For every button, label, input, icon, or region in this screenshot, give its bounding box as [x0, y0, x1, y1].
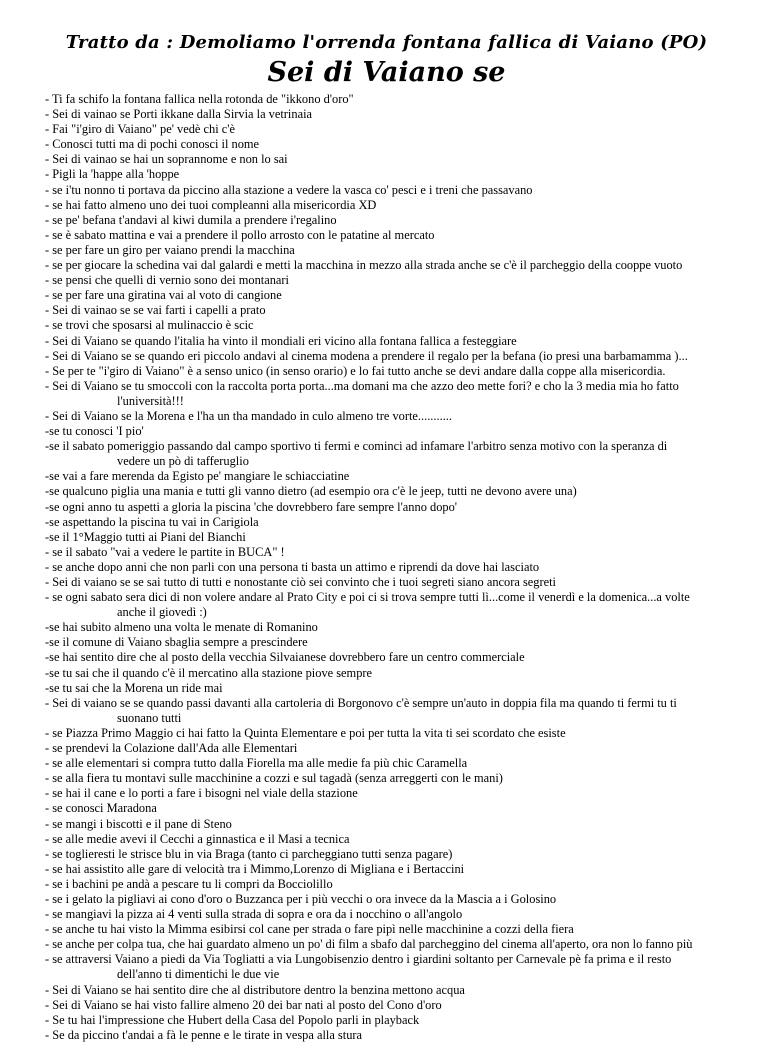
text-line: -se tu sai che il quando c'è il mercatino alla stazione piove sempre [45, 665, 373, 680]
text-line: - se conosci Maradona [45, 801, 157, 816]
text-line: -se hai subito almeno una volta le menate di Romanino [45, 620, 318, 635]
text-line: -se tu conosci 'I pio' [45, 424, 144, 439]
text-line: - se ogni sabato sera dici di non volere andare al Prato City e poi ci si trova sempre tutti lì...come il venerdì e la domenica...a volte [45, 590, 690, 605]
text-line: - Sei di vainao se hai un soprannome e non lo sai [45, 152, 288, 167]
text-line: -se qualcuno piglia una mania e tutti gli vanno dietro (ad esempio ora c'è le jeep, tutti ne devono avere una) [45, 484, 577, 499]
text-line: - Ti fa schifo la fontana fallica nella rotonda de "ikkono d'oro" [45, 92, 354, 106]
text-line: - se hai fatto almeno uno dei tuoi compleanni alla misericordia XD [45, 197, 377, 212]
text-line: - Sei di vaiano se se sai tutto di tutti e nonostante ciò sei convinto che i tuoi segreti siano ancora segreti [45, 575, 556, 589]
text-line: - Sei di Vaiano se la Morena e l'ha un tha mandado in culo almeno tre vorte........... [45, 408, 452, 423]
text-line: - Sei di Vaiano se tu smoccoli con la raccolta porta porta...ma domani ma che azzo deo mette fori? e cho la 3 media mia ho fatto [45, 378, 679, 393]
text-line-continuation: l'università!!! [117, 393, 184, 408]
document-title: Sei di Vaiano se [267, 57, 506, 88]
text-line: - se pensi che quelli di vernio sono dei montanari [45, 273, 289, 288]
text-line: - se alle elementari si compra tutto dalla Fiorella ma alle medie fa più chic Caramella [45, 756, 468, 771]
text-line-continuation: anche il giovedì :) [117, 605, 207, 620]
text-line: - se mangiavi la pizza ai 4 venti sulla strada di sopra e ora da i nocchino o all'angolo [45, 907, 463, 922]
text-line: - se anche tu hai visto la Mimma esibirsi col cane per strada o fare pipì nelle macchinine a cozzi della fiera [45, 922, 574, 937]
text-line: - se toglieresti le strisce blu in via Braga (tanto ci parcheggiano tutti senza pagare) [45, 846, 453, 861]
text-line: - se Piazza Primo Maggio ci hai fatto la Quinta Elementare e poi per tutta la vita ti sei scordato che esiste [45, 725, 566, 740]
text-line: - se mangi i biscotti e il pane di Steno [45, 816, 232, 831]
text-line: - Se per te "i'giro di Vaiano" è a senso unico (in senso orario) e lo fai tutto anche se devi andare dalla coppe alla misericordia. [45, 363, 666, 378]
text-line: -se il 1°Maggio tutti ai Piani del Bianchi [45, 529, 246, 544]
text-line: - se anche dopo anni che non parli con una persona ti basta un attimo e riprendi da dove hai lasciato [45, 559, 540, 574]
text-line: - se prendevi la Colazione dall'Ada alle Elementari [45, 741, 298, 756]
text-line: - Sei di Vaiano se hai visto fallire almeno 20 dei bar nati al posto del Cono d'oro [45, 997, 442, 1012]
text-line: - Fai "i'giro di Vaiano" pe' vedè chi c'è [45, 122, 235, 137]
text-line-continuation: vedere un pò di tafferuglio [117, 454, 249, 469]
text-line: - Sei di vainao se se vai farti i capelli a prato [45, 303, 266, 318]
text-line: - se è sabato mattina e vai a prendere il pollo arrosto con le patatine al mercato [45, 227, 435, 242]
text-line: -se ogni anno tu aspetti a gloria la piscina 'che dovrebbero fare sempre l'anno dopo' [45, 499, 458, 514]
text-line: - se i gelato la pigliavi ai cono d'oro o Buzzanca per i più vecchi o ora invece da la Mascia a i Golosino [45, 891, 557, 906]
text-line-continuation: suonano tutti [117, 710, 182, 725]
text-line: - se pe' befana t'andavi al kiwi dumila a prendere i'regalino [45, 212, 337, 227]
text-line: -se il comune di Vaiano sbaglia sempre a prescindere [45, 635, 308, 650]
text-line: - Se da piccino t'andai a fà le penne e le tirate in vespa alla stura [45, 1027, 363, 1042]
text-line: - se i bachini pe andà a pescare tu li compri da Bocciolillo [45, 876, 333, 891]
text-line: -se aspettando la piscina tu vai in Carigiola [45, 514, 259, 529]
text-line: - se alle medie avevi il Cecchi a ginnastica e il Masi a tecnica [45, 831, 350, 846]
text-line: -se tu sai che la Morena un ride mai [45, 680, 223, 695]
text-line: - se il sabato "vai a vedere le partite in BUCA" ! [45, 544, 285, 559]
text-line: - se per fare un giro per vaiano prendi la macchina [45, 242, 295, 257]
text-line: - se trovi che sposarsi al mulinaccio è scic [45, 318, 254, 333]
text-line: -se vai a fare merenda da Egisto pe' mangiare le schiacciatine [45, 469, 350, 484]
text-line: - se per fare una giratina vai al voto di cangione [45, 288, 282, 303]
text-line: - se hai il cane e lo porti a fare i bisogni nel viale della stazione [45, 786, 358, 801]
text-line-continuation: dell'anno ti dimentichi le due vie [117, 967, 280, 982]
text-line: - Se tu hai l'impressione che Hubert della Casa del Popolo parli in playback [45, 1012, 420, 1027]
text-line: - se anche per colpa tua, che hai guardato almeno un po' di film a sbafo dal parcheggino del cinema all'aperto, ora non lo fanno più [45, 937, 693, 952]
text-line: - Conosci tutti ma di pochi conosci il nome [45, 137, 260, 152]
text-line: -se il sabato pomeriggio passando dal campo sportivo ti fermi e cominci ad infamare l'arbitro senza motivo con la speranza di [45, 439, 668, 454]
text-line: - se i'tu nonno ti portava da piccino alla stazione a vedere la vasca co' pesci e i treni che passavano [45, 182, 533, 197]
text-line: - Sei di Vaiano se quando l'italia ha vinto il mondiali eri vicino alla fontana fallica a festeggiare [45, 333, 517, 348]
text-line: -se hai sentito dire che al posto della vecchia Silvaianese dovrebbero fare un centro commerciale [45, 650, 525, 665]
text-line: - Sei di Vaiano se se quando eri piccolo andavi al cinema modena a prendere il regalo per la befana (io presi una barbamamma )... [45, 348, 688, 363]
text-line: - se per giocare la schedina vai dal galardi e metti la macchina in mezzo alla strada anche se c'è il parcheggio della cooppe vuoto [45, 258, 683, 273]
text-line: - se alla fiera tu montavi sulle macchinine a cozzi e sul tagadà (senza arreggerti con le mani) [45, 771, 503, 786]
text-line: - se hai assistito alle gare di velocità tra i Mimmo,Lorenzo di Migliana e i Bertaccini [45, 861, 465, 876]
text-line: - Sei di Vaiano se hai sentito dire che al distributore dentro la benzina mettono acqua [45, 982, 465, 997]
text-line: - Pigli la 'happe alla 'hoppe [45, 167, 180, 182]
text-line: - Sei di vainao se Porti ikkane dalla Sirvia la vetrinaia [45, 107, 313, 122]
text-line: - se attraversi Vaiano a piedi da Via Togliatti a via Lungobisenzio dentro i giardini soltanto per Carnevale pè fa prima e il resto [45, 952, 672, 967]
text-line: - Sei di vaiano se se quando passi davanti alla cartoleria di Borgonovo c'è sempre un'auto in doppia fila ma quando ti fermi tu ti [45, 695, 677, 710]
text-list [45, 92, 728, 1043]
document-supertitle: Tratto da : Demoliamo l'orrenda fontana fallica di Vaiano (PO) [65, 32, 708, 53]
